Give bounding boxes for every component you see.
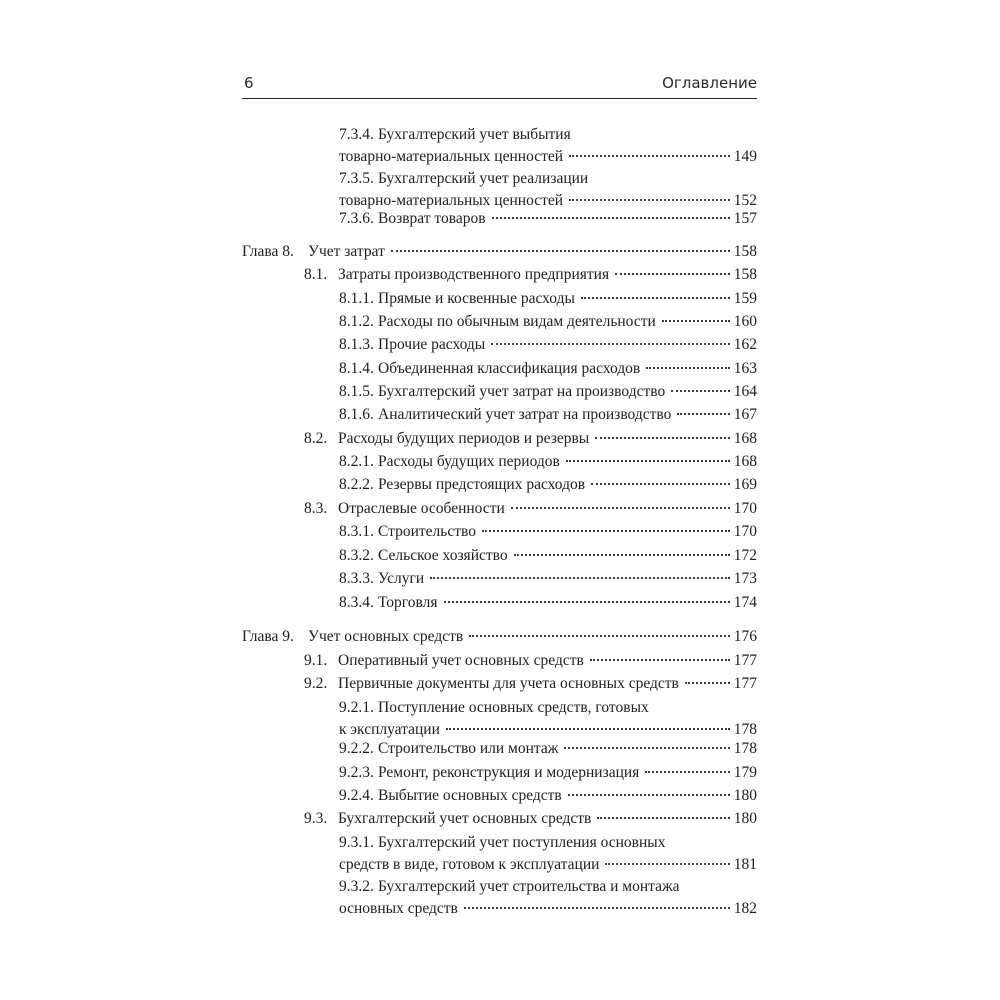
- entry-number: 8.2.1.: [339, 453, 374, 470]
- toc-entry[interactable]: [339, 311, 757, 333]
- entry-title-line1: Бухгалтерский учет строительства и монтажа: [378, 878, 680, 895]
- toc-entry[interactable]: [339, 168, 757, 212]
- entry-title-line1: Бухгалтерский учет поступления основных: [378, 834, 666, 851]
- entry-title: Бухгалтерский учет основных средств: [338, 810, 592, 827]
- entry-number: 8.3.2.: [339, 547, 374, 564]
- entry-number: 8.1.3.: [339, 336, 374, 353]
- entry-title: Торговля: [378, 594, 438, 611]
- toc-entry[interactable]: [339, 451, 757, 473]
- dot-leader: [482, 530, 730, 532]
- dot-leader: [605, 863, 729, 865]
- entry-page: 173: [733, 570, 757, 587]
- dot-leader: [492, 217, 730, 219]
- entry-title: Затраты производственного предприятия: [338, 266, 610, 283]
- dot-leader: [569, 199, 730, 201]
- toc-section[interactable]: [304, 808, 757, 830]
- dot-leader: [646, 367, 730, 369]
- entry-page: 182: [733, 900, 757, 917]
- toc-entry[interactable]: [339, 876, 757, 920]
- dot-leader: [514, 554, 730, 556]
- toc-entry[interactable]: [339, 381, 757, 403]
- entry-title: товарно-материальных ценностей: [339, 192, 564, 209]
- entry-title: Бухгалтерский учет затрат на производство: [378, 383, 666, 400]
- dot-leader: [591, 483, 730, 485]
- entry-page: 176: [733, 628, 757, 645]
- toc-entry[interactable]: [339, 762, 757, 784]
- toc-entry[interactable]: [339, 697, 757, 741]
- entry-number: 9.2.1.: [339, 699, 374, 716]
- dot-leader: [590, 659, 730, 661]
- entry-page: 160: [733, 313, 757, 330]
- entry-title: Сельское хозяйство: [378, 547, 508, 564]
- entry-title: Расходы будущих периодов и резервы: [338, 430, 590, 447]
- entry-page: 169: [733, 476, 757, 493]
- entry-number: 8.3.3.: [339, 570, 374, 587]
- dot-leader: [615, 273, 730, 275]
- entry-page: 158: [733, 266, 757, 283]
- entry-number: 8.3.1.: [339, 523, 374, 540]
- entry-number: 7.3.4.: [339, 126, 374, 143]
- running-title: Оглавление: [662, 74, 757, 92]
- toc-entry[interactable]: [339, 521, 757, 543]
- chapter-title: Учет затрат: [308, 243, 385, 260]
- entry-title-line1: Бухгалтерский учет выбытия: [378, 126, 571, 143]
- toc-entry[interactable]: [339, 358, 757, 380]
- toc-entry[interactable]: [339, 208, 757, 230]
- entry-number: 7.3.6.: [339, 210, 374, 227]
- dot-leader: [671, 390, 730, 392]
- entry-number: 9.1.: [304, 652, 328, 669]
- entry-title: Прочие расходы: [378, 336, 486, 353]
- entry-number: 8.1.1.: [339, 290, 374, 307]
- entry-page: 178: [733, 721, 757, 738]
- entry-number: 8.1.5.: [339, 383, 374, 400]
- entry-number: 9.3.: [304, 810, 328, 827]
- toc-section[interactable]: [304, 264, 757, 286]
- chapter-number: Глава 9.: [242, 628, 294, 645]
- entry-number: 8.2.2.: [339, 476, 374, 493]
- entry-number: 8.1.2.: [339, 313, 374, 330]
- entry-title: Отраслевые особенности: [338, 500, 505, 517]
- entry-page: 177: [733, 675, 757, 692]
- entry-title: Оперативный учет основных средств: [338, 652, 584, 669]
- entry-page: 180: [733, 810, 757, 827]
- toc-entry[interactable]: [339, 832, 757, 876]
- entry-page: 159: [733, 290, 757, 307]
- entry-title: Расходы будущих периодов: [378, 453, 560, 470]
- entry-title: к эксплуатации: [339, 721, 440, 738]
- toc-entry[interactable]: [339, 545, 757, 567]
- dot-leader: [662, 320, 730, 322]
- toc-entry[interactable]: [339, 592, 757, 614]
- entry-page: 149: [733, 148, 757, 165]
- dot-leader: [568, 794, 730, 796]
- toc-entry[interactable]: [339, 785, 757, 807]
- entry-number: 8.1.: [304, 266, 328, 283]
- entry-number: 8.1.4.: [339, 360, 374, 377]
- dot-leader: [391, 250, 730, 252]
- toc-entry[interactable]: [339, 288, 757, 310]
- dot-leader: [464, 907, 730, 909]
- entry-number: 9.2.2.: [339, 740, 374, 757]
- entry-title: Расходы по обычным видам деятельности: [378, 313, 656, 330]
- dot-leader: [564, 747, 729, 749]
- entry-page: 181: [733, 856, 757, 873]
- entry-page: 157: [733, 210, 757, 227]
- entry-page: 152: [733, 192, 757, 209]
- entry-title: основных средств: [339, 900, 458, 917]
- entry-number: 9.2.: [304, 675, 328, 692]
- dot-leader: [491, 343, 730, 345]
- dot-leader: [581, 297, 730, 299]
- entry-page: 179: [733, 764, 757, 781]
- entry-page: 162: [733, 336, 757, 353]
- entry-page: 168: [733, 430, 757, 447]
- toc-entry[interactable]: [339, 404, 757, 426]
- toc-chapter[interactable]: [242, 626, 757, 648]
- entry-title: Строительство: [378, 523, 476, 540]
- entry-page: 163: [733, 360, 757, 377]
- entry-number: 8.1.6.: [339, 406, 374, 423]
- entry-page: 168: [733, 453, 757, 470]
- toc-section[interactable]: [304, 428, 757, 450]
- entry-page: 174: [733, 594, 757, 611]
- dot-leader: [645, 771, 729, 773]
- entry-number: 9.3.1.: [339, 834, 374, 851]
- dot-leader: [430, 577, 730, 579]
- entry-title: Прямые и косвенные расходы: [378, 290, 575, 307]
- dot-leader: [595, 437, 730, 439]
- entry-title: Объединенная классификация расходов: [378, 360, 641, 377]
- entry-title-line1: Бухгалтерский учет реализации: [378, 170, 589, 187]
- entry-number: 8.3.: [304, 500, 328, 517]
- entry-title: Выбытие основных средств: [378, 787, 562, 804]
- dot-leader: [677, 413, 729, 415]
- entry-title: Строительство или монтаж: [378, 740, 559, 757]
- entry-number: 9.2.4.: [339, 787, 374, 804]
- page-number: 6: [244, 74, 254, 92]
- toc-entry[interactable]: [339, 334, 757, 356]
- entry-number: 8.2.: [304, 430, 328, 447]
- dot-leader: [566, 460, 730, 462]
- chapter-number: Глава 8.: [242, 243, 294, 260]
- entry-number: 8.3.4.: [339, 594, 374, 611]
- toc-entry[interactable]: [339, 124, 757, 168]
- entry-title: Возврат товаров: [378, 210, 486, 227]
- entry-page: 177: [733, 652, 757, 669]
- entry-page: 170: [733, 500, 757, 517]
- entry-title: Ремонт, реконструкция и модернизация: [378, 764, 640, 781]
- dot-leader: [597, 817, 729, 819]
- dot-leader: [469, 635, 730, 637]
- toc-section[interactable]: [304, 650, 757, 672]
- entry-number: 9.2.3.: [339, 764, 374, 781]
- entry-title-line1: Поступление основных средств, готовых: [378, 699, 649, 716]
- entry-number: 7.3.5.: [339, 170, 374, 187]
- entry-number: 9.3.2.: [339, 878, 374, 895]
- entry-title: Резервы предстоящих расходов: [378, 476, 586, 493]
- entry-page: 164: [733, 383, 757, 400]
- dot-leader: [569, 155, 730, 157]
- entry-title: Аналитический учет затрат на производство: [378, 406, 672, 423]
- table-of-contents: [242, 0, 757, 1000]
- entry-page: 180: [733, 787, 757, 804]
- entry-title: товарно-материальных ценностей: [339, 148, 564, 165]
- entry-page: 167: [733, 406, 757, 423]
- toc-entry[interactable]: [339, 738, 757, 760]
- chapter-title: Учет основных средств: [308, 628, 464, 645]
- entry-title: Первичные документы для учета основных средств: [338, 675, 679, 692]
- toc-chapter[interactable]: [242, 241, 757, 263]
- entry-page: 170: [733, 523, 757, 540]
- dot-leader: [685, 682, 730, 684]
- entry-page: 172: [733, 547, 757, 564]
- entry-title: средств в виде, готовом к эксплуатации: [339, 856, 600, 873]
- dot-leader: [446, 728, 730, 730]
- toc-section[interactable]: [304, 673, 757, 695]
- entry-page: 178: [733, 740, 757, 757]
- toc-entry[interactable]: [339, 474, 757, 496]
- entry-title: Услуги: [378, 570, 425, 587]
- dot-leader: [511, 507, 730, 509]
- toc-section[interactable]: [304, 498, 757, 520]
- toc-entry[interactable]: [339, 568, 757, 590]
- dot-leader: [444, 601, 730, 603]
- entry-page: 158: [733, 243, 757, 260]
